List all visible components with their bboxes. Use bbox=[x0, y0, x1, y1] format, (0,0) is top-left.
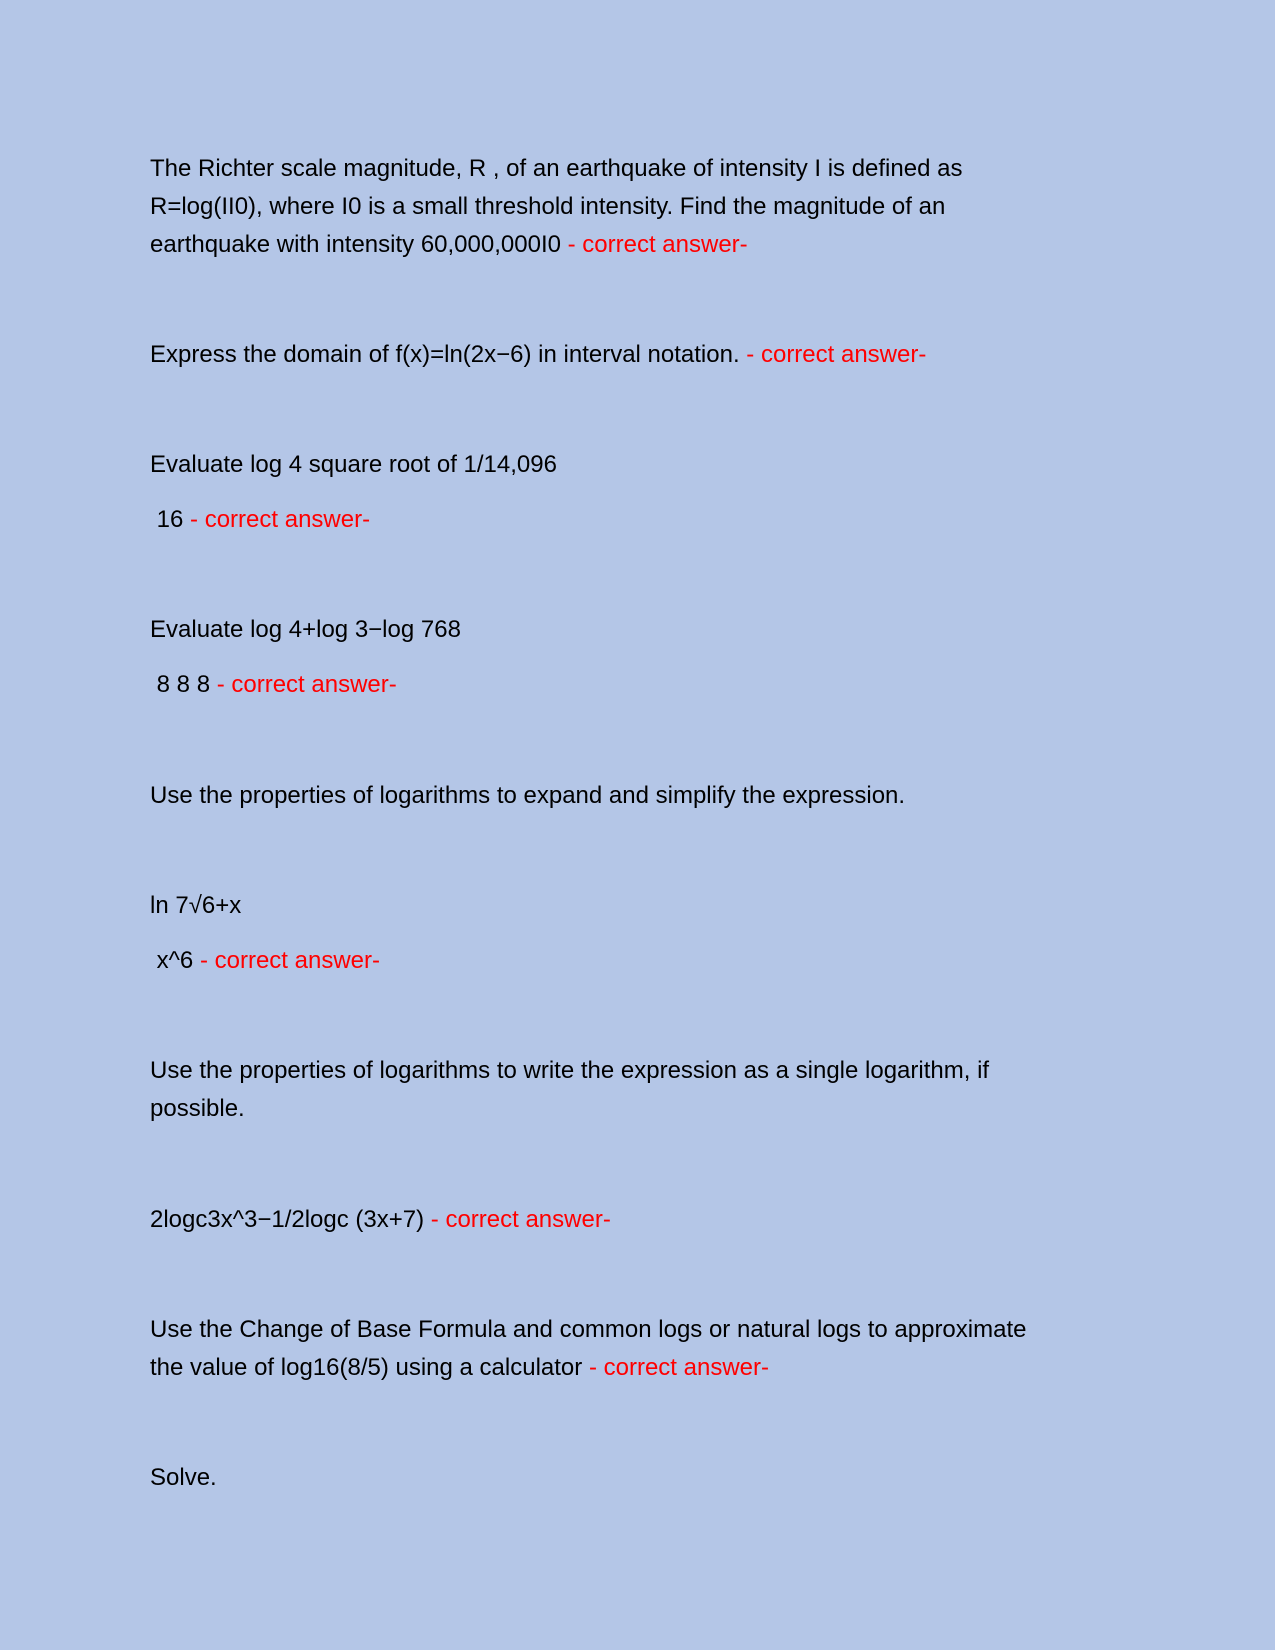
question-4-line-1: Evaluate log 4+log 3−log 768 bbox=[150, 616, 461, 643]
question-5-line-3: x^6 - correct answer- bbox=[150, 947, 380, 974]
question-3-line-1: Evaluate log 4 square root of 1/14,096 bbox=[150, 451, 557, 478]
question-5-line-2: ln 7√6+x bbox=[150, 892, 242, 919]
question-1-line-2: R=log(II0), where I0 is a small threshold intensity. Find the magnitude of an bbox=[150, 193, 946, 220]
question-8-line-1: Solve. bbox=[150, 1464, 217, 1491]
correct-answer-label: - correct answer- bbox=[560, 231, 748, 258]
question-1-line-3: earthquake with intensity 60,000,000I0 - correct answer- bbox=[150, 231, 748, 258]
correct-answer-label: - correct answer- bbox=[210, 671, 397, 698]
question-2-line-1: Express the domain of f(x)=ln(2x−6) in interval notation. - correct answer- bbox=[150, 341, 927, 368]
correct-answer-label: - correct answer- bbox=[424, 1206, 611, 1233]
question-6-line-3: 2logc3x^3−1/2logc (3x+7) - correct answer- bbox=[150, 1206, 611, 1233]
question-4-line-2: 8 8 8 - correct answer- bbox=[150, 671, 397, 698]
question-1-line-1: The Richter scale magnitude, R , of an earthquake of intensity I is defined as bbox=[150, 155, 963, 182]
correct-answer-label: - correct answer- bbox=[193, 947, 380, 974]
question-3-line-2: 16 - correct answer- bbox=[150, 506, 371, 533]
question-6-line-2: possible. bbox=[150, 1095, 245, 1122]
question-7-line-2: the value of log16(8/5) using a calculator - correct answer- bbox=[150, 1354, 769, 1381]
question-7-line-1: Use the Change of Base Formula and common logs or natural logs to approximate bbox=[150, 1316, 1027, 1343]
correct-answer-label: - correct answer- bbox=[582, 1354, 769, 1381]
question-5-line-1: Use the properties of logarithms to expand and simplify the expression. bbox=[150, 782, 906, 809]
question-6-line-1: Use the properties of logarithms to write the expression as a single logarithm, if bbox=[150, 1057, 990, 1084]
correct-answer-label: - correct answer- bbox=[183, 506, 371, 533]
correct-answer-label: - correct answer- bbox=[739, 341, 927, 368]
